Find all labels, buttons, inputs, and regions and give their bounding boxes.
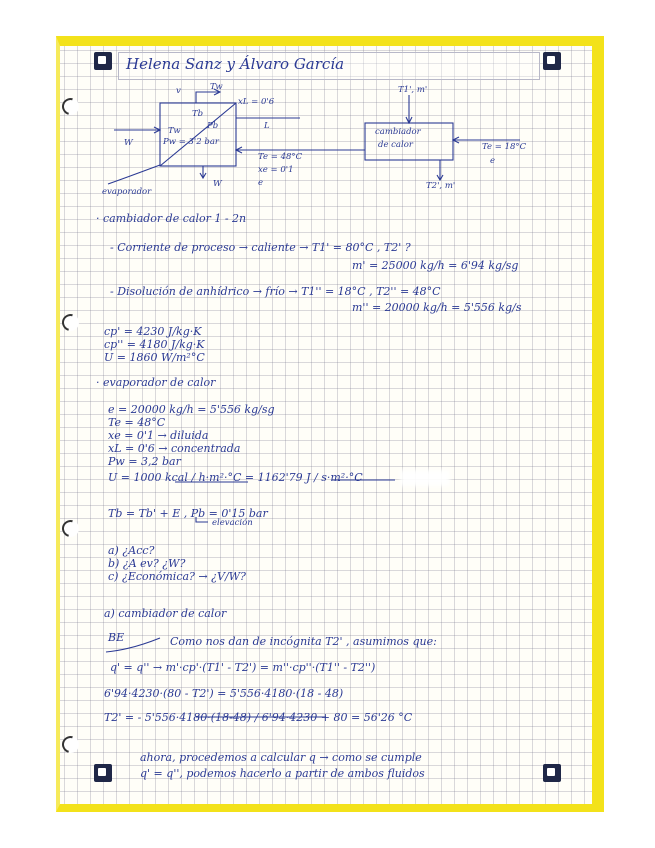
pw-label: Pw = 3'2 bar — [163, 137, 219, 147]
note-line: · evaporador de calor — [96, 376, 216, 389]
l-label: L — [264, 121, 270, 131]
w-out-label: W — [213, 179, 222, 189]
note-line: q' = q'' → m'·cp'·(T1' - T2') = m''·cp''·(T1'' - T2'') — [110, 661, 376, 674]
note-line: Te = 48°C — [108, 416, 166, 429]
note-line: Tb = Tb' + E , Pb = 0'15 bar — [108, 507, 268, 520]
note-line: b) ¿A ev? ¿W? — [108, 557, 186, 570]
note-line: e = 20000 kg/h = 5'556 kg/sg — [108, 403, 275, 416]
tw-label: Tw — [168, 126, 181, 136]
e-label: e — [258, 178, 264, 188]
exchanger-label-1: cambiador — [375, 127, 421, 137]
xl-label: xL = 0'6 — [238, 97, 275, 107]
note-line: · cambiador de calor 1 - 2n — [96, 212, 247, 225]
erased-area — [400, 470, 450, 486]
note-line: - Disolución de anhídrico → frío → T1'' = 18°C , T2'' = 48°C — [110, 285, 441, 298]
note-line: elevación — [212, 518, 253, 528]
evaporator-caption: evaporador — [102, 187, 152, 197]
te-label: Te = 48°C — [258, 152, 303, 162]
note-line: U = 1000 kcal / h·m²·°C = 1162'79 J / s·m²·°C — [108, 471, 363, 484]
note-line: 6'94·4230·(80 - T2') = 5'556·4180·(18 - 48) — [104, 687, 344, 700]
note-line: a) ¿Acc? — [108, 544, 155, 557]
note-line: xe = 0'1 → diluida — [108, 429, 209, 442]
note-line: xL = 0'6 → concentrada — [108, 442, 241, 455]
note-line: c) ¿Económica? → ¿V/W? — [108, 570, 246, 583]
note-line: T2' = - 5'556·4180·(18-48) / 6'94·4230 + 80 = 56'26 °C — [104, 711, 413, 724]
t2-bottom-label: T2', m' — [426, 181, 456, 191]
note-line: cp' = 4230 J/kg·K — [104, 325, 202, 338]
note-line: ahora, procedemos a calcular q → como se cumple — [140, 751, 422, 764]
e-right-label: e — [490, 156, 496, 166]
note-line: Pw = 3,2 bar — [108, 455, 181, 468]
xe-label: xe = 0'1 — [258, 165, 294, 175]
note-line: a) cambiador de calor — [104, 607, 227, 620]
note-line: m'' = 20000 kg/h = 5'556 kg/s — [352, 301, 522, 314]
vapor-label: v — [176, 86, 181, 96]
exchanger-label-2: de calor — [378, 140, 413, 150]
note-line: - Corriente de proceso → caliente → T1' = 80°C , T2' ? — [110, 241, 411, 254]
w-in-label: W — [124, 138, 133, 148]
note-line: cp'' = 4180 J/kg·K — [104, 338, 205, 351]
note-line: BE — [108, 631, 125, 644]
note-line: U = 1860 W/m²°C — [104, 351, 205, 364]
tb-label: Tb — [192, 109, 204, 119]
note-line: Como nos dan de incógnita T2' , asumimos que: — [170, 635, 437, 648]
note-line: m' = 25000 kg/h = 6'94 kg/sg — [352, 259, 519, 272]
page-title: Helena Sanz y Álvaro García — [126, 55, 345, 73]
pb-label: Pb — [207, 121, 219, 131]
tv-label: Tw — [210, 82, 223, 92]
te-right-label: Te = 18°C — [482, 142, 527, 152]
t1-top-label: T1', m' — [398, 85, 428, 95]
note-line: q' = q'', podemos hacerlo a partir de ambos fluidos — [140, 767, 425, 780]
